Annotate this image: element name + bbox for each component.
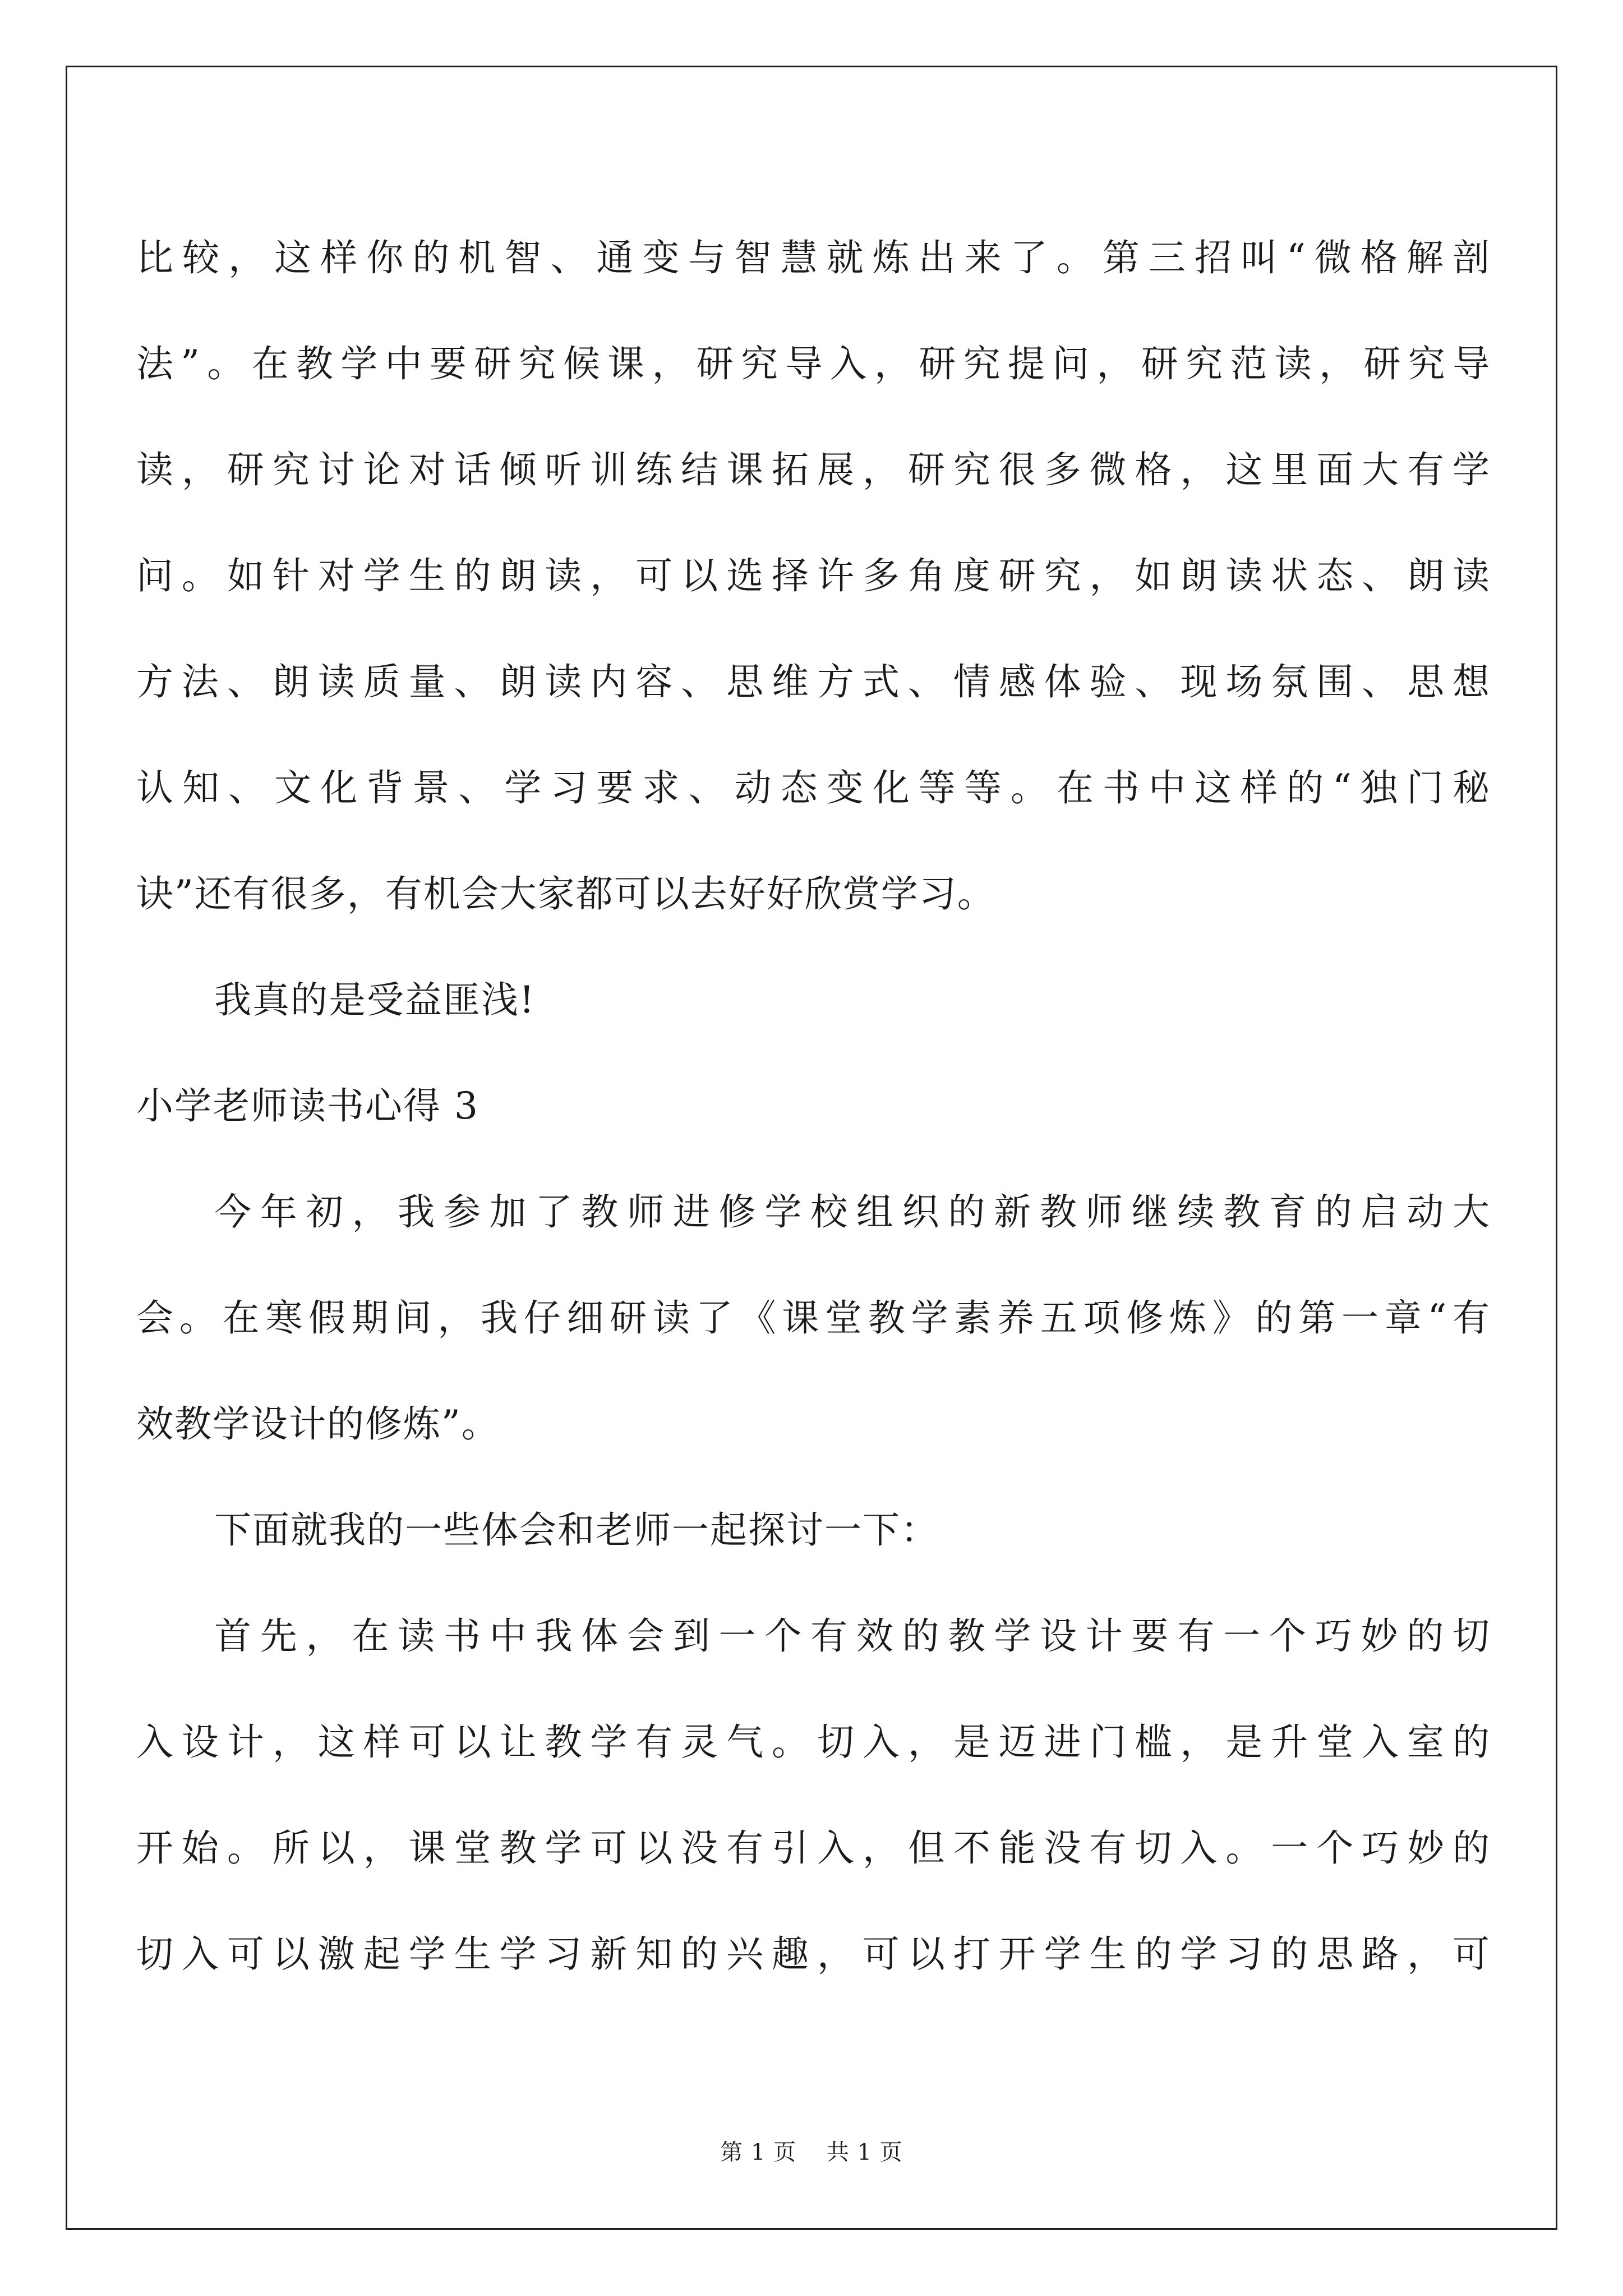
page-footer [0,2134,1623,2166]
text-line: 切入可以激起学生学习新知的兴趣，可以打开学生的学习的思路，可 [136,1932,1491,1976]
text-line: 认知、文化背景、学习要求、动态变化等等。在书中这样的“独门秘 [136,766,1491,809]
text-line: 读，研究讨论对话倾听训练结课拓展，研究很多微格，这里面大有学 [136,448,1491,491]
text-line: 方法、朗读质量、朗读内容、思维方式、情感体验、现场氛围、思想 [136,660,1491,703]
text-line: 开始。所以，课堂教学可以没有引入，但不能没有切入。一个巧妙的 [136,1826,1491,1870]
text-line: 效教学设计的修炼”。 [136,1402,500,1446]
text-line: 我真的是受益匪浅! [214,978,536,1022]
text-line: 会。在寒假期间，我仔细研读了《课堂教学素养五项修炼》的第一章“有 [136,1296,1491,1340]
page-count: 共 1 页 [826,2139,903,2165]
text-line: 比较，这样你的机智、通变与智慧就炼出来了。第三招叫“微格解剖 [136,236,1491,279]
text-line: 下面就我的一些体会和老师一起探讨一下： [214,1508,939,1552]
text-line: 诀”还有很多，有机会大家都可以去好好欣赏学习。 [136,872,995,915]
text-line: 首先，在读书中我体会到一个有效的教学设计要有一个巧妙的切 [214,1614,1491,1658]
text-line: 问。如针对学生的朗读，可以选择许多角度研究，如朗读状态、朗读 [136,554,1491,597]
page-number: 第 1 页 [720,2139,797,2165]
text-line: 小学老师读书心得 3 [136,1084,479,1128]
text-line: 法”。在教学中要研究候课，研究导入，研究提问，研究范读，研究导 [136,342,1491,385]
text-line: 入设计，这样可以让教学有灵气。切入，是迈进门槛，是升堂入室的 [136,1720,1491,1764]
document-body [136,205,1491,2007]
text-line: 今年初，我参加了教师进修学校组织的新教师继续教育的启动大 [214,1190,1491,1234]
